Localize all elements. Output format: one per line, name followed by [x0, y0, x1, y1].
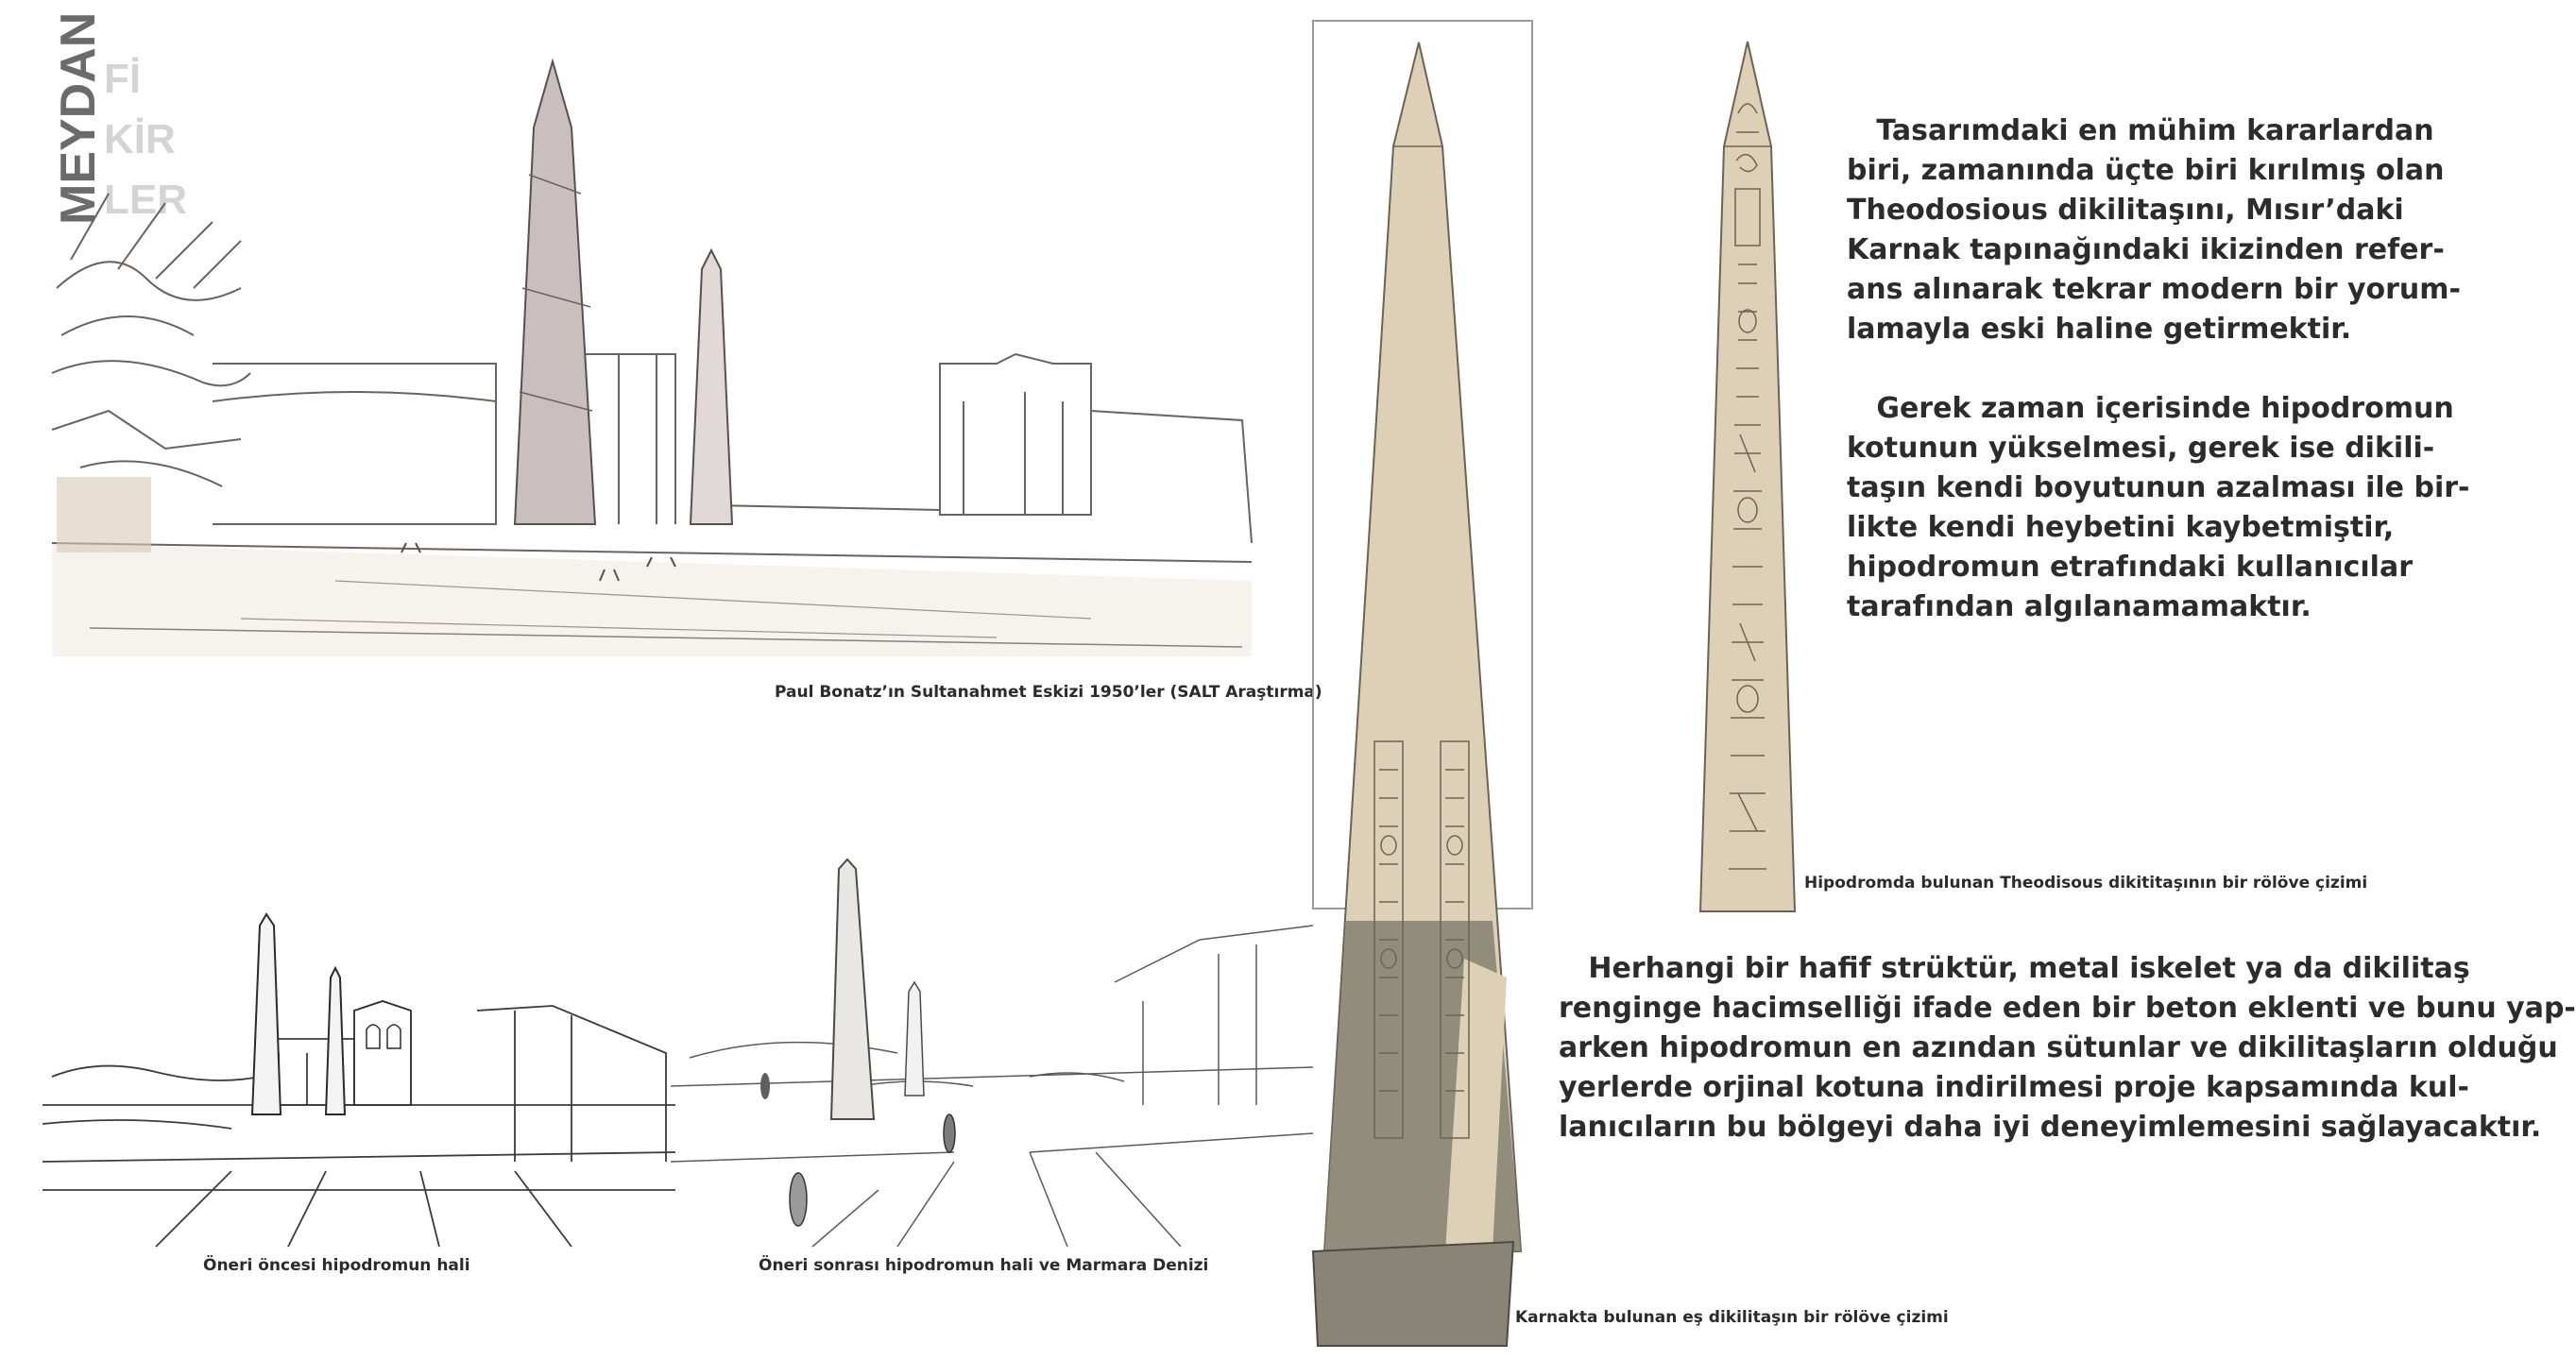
logo-main-text: MEYDAN — [51, 11, 106, 225]
caption-bonatz-sketch: Paul Bonatz’ın Sultanahmet Eskizi 1950’ler (SALT Araştırma) — [775, 683, 1322, 702]
paragraph-line: likte kendi heybetini kaybetmiştir, — [1847, 511, 2395, 544]
paragraph-line: arken hipodromun en azından sütunlar ve dikilitaşların olduğu — [1559, 1031, 2558, 1064]
paragraph-line: Herhangi bir hafif strüktür, metal iskelet ya da dikilitaş — [1559, 952, 2470, 985]
paragraph-line: lamayla eski haline getirmektir. — [1847, 313, 2352, 346]
caption-karnak-drawing: Karnakta bulunan eş dikilitaşın bir rölöve çizimi — [1515, 1308, 1949, 1327]
theodosius-obelisk-drawing — [1691, 38, 1804, 916]
paragraph-line: hipodromun etrafındaki kullanıcılar — [1847, 551, 2413, 584]
before-proposal-sketch-image — [43, 888, 685, 1247]
paragraph-obelisk-restoration — [1847, 111, 2461, 349]
paragraph-line: Karnak tapınağındaki ikizinden refer- — [1847, 233, 2445, 266]
paragraph-line: ans alınarak tekrar modern bir yorum- — [1847, 273, 2461, 306]
paragraph-line: Theodosious dikilitaşını, Mısır’daki — [1847, 194, 2404, 227]
paragraph-line: biri, zamanında üçte biri kırılmış olan — [1847, 154, 2445, 187]
paragraph-line: tarafından algılanamamaktır. — [1847, 590, 2312, 623]
caption-before-proposal: Öneri öncesi hipodromun hali — [203, 1256, 470, 1275]
logo-side-2: KİR — [104, 116, 176, 162]
paragraph-line: yerlerde orjinal kotuna indirilmesi proje kapsamında kul- — [1559, 1071, 2469, 1104]
paragraph-ground-level — [1847, 389, 2469, 627]
karnak-obelisk-drawing — [1304, 14, 1540, 1355]
bonatz-sketch-image — [52, 52, 1261, 685]
paragraph-line: taşın kendi boyutunun azalması ile bir- — [1847, 471, 2470, 504]
logo-side-3: LER — [104, 177, 187, 223]
caption-theodosius-drawing: Hipodromda bulunan Theodisous dikititaşının bir rölöve çizimi — [1804, 874, 2368, 892]
caption-after-proposal: Öneri sonrası hipodromun hali ve Marmara Denizi — [759, 1256, 1209, 1275]
paragraph-line: kotunun yükselmesi, gerek ise dikili- — [1847, 432, 2435, 465]
paragraph-line: lanıcıların bu bölgeyi daha iyi deneyimlemesini sağlayacaktır. — [1559, 1111, 2542, 1144]
logo-side-1: Fİ — [104, 56, 142, 102]
paragraph-line: renginge hacimselliği ifade eden bir beton eklenti ve bunu yap- — [1559, 992, 2576, 1025]
after-proposal-sketch-image — [671, 850, 1313, 1247]
paragraph-line: Tasarımdaki en mühim kararlardan — [1847, 114, 2434, 147]
paragraph-line: Gerek zaman içerisinde hipodromun — [1847, 392, 2454, 425]
paragraph-structure-proposal — [1559, 949, 2576, 1148]
